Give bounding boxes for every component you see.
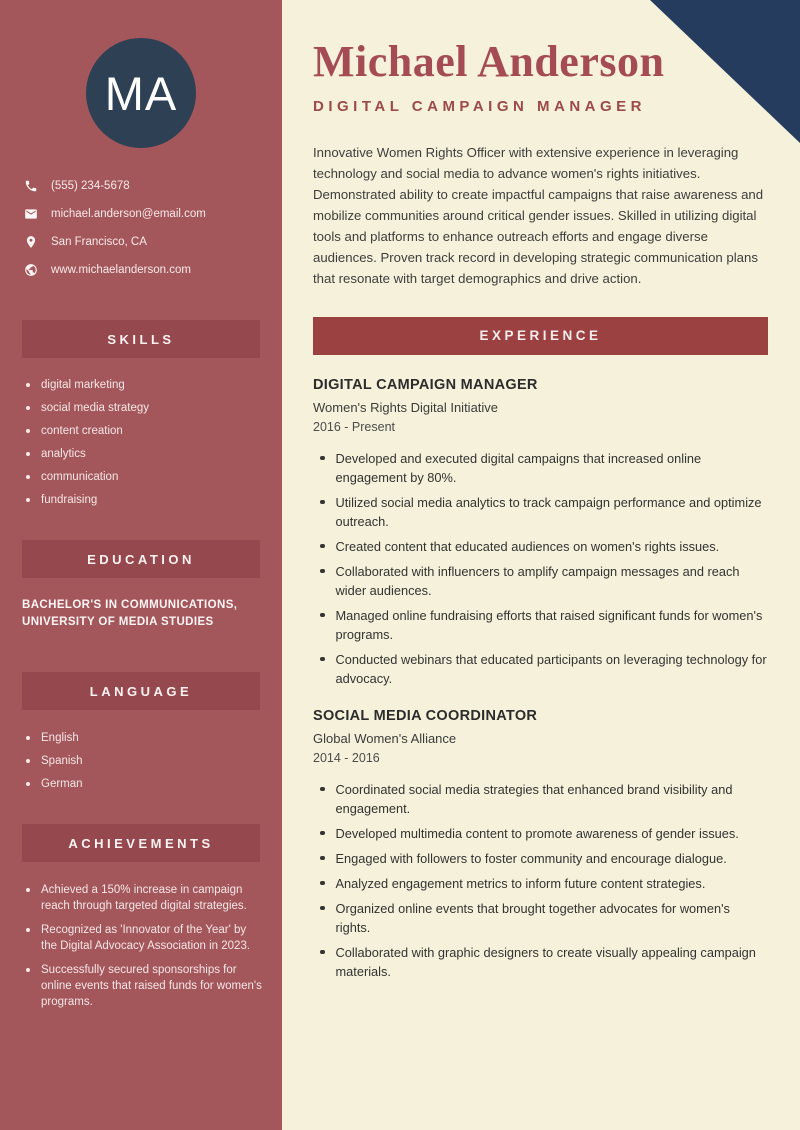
job-bullet (320, 449, 768, 487)
job-bullet-text: Organized online events that brought together advocates for women's rights. (335, 900, 730, 935)
experience-entry-1 (313, 377, 768, 688)
job-bullet-text: Conducted webinars that educated participants on leveraging technology for advocacy. (335, 651, 767, 686)
contact-website: www.michaelanderson.com (51, 264, 191, 276)
contact-email: michael.anderson@email.com (51, 208, 206, 220)
language-header-label: LANGUAGE (89, 683, 193, 699)
achievements-header (22, 824, 260, 862)
achievements-header-label: ACHIEVEMENTS (68, 835, 214, 851)
achievement-text: Achieved a 150% increase in campaign reach through targeted digital strategies. (41, 884, 247, 912)
skills-header (22, 320, 260, 358)
job-bullet-text: Developed and executed digital campaigns that increased online engagement by 80%. (335, 450, 702, 485)
job-bullet-text: Coordinated social media strategies that enhanced brand visibility and engagement. (335, 781, 733, 816)
achievement-text: Successfully secured sponsorships for online events that raised funds for women's programs. (41, 964, 262, 1008)
job-dates: 2014 - 2016 (313, 750, 380, 765)
bullet-icon (320, 906, 325, 911)
contact-item-location (24, 234, 264, 250)
job-bullet-text: Collaborated with influencers to amplify campaign messages and reach wider audiences. (335, 563, 740, 598)
job-bullet-text: Created content that educated audiences on women's rights issues. (335, 538, 720, 554)
globe-icon (24, 263, 38, 277)
skill-item (26, 424, 262, 438)
skill-label: digital marketing (41, 379, 125, 391)
bullet-icon (26, 968, 30, 972)
language-label: German (41, 778, 83, 790)
location-icon (24, 235, 38, 249)
experience-entry-2 (313, 708, 768, 981)
phone-icon (24, 179, 38, 193)
education-section (0, 540, 282, 631)
skill-item (26, 447, 262, 461)
job-bullet-text: Analyzed engagement metrics to inform future content strategies. (335, 875, 706, 891)
job-bullet (320, 849, 768, 868)
bullet-icon (320, 456, 325, 461)
job-bullet-text: Managed online fundraising efforts that raised significant funds for women's programs. (335, 607, 763, 642)
achievement-item (26, 962, 264, 1010)
job-bullet-text: Engaged with followers to foster community and encourage dialogue. (335, 850, 727, 866)
education-header-label: EDUCATION (87, 551, 195, 567)
job-bullet (320, 650, 768, 688)
job-bullet (320, 493, 768, 531)
language-item (26, 777, 262, 791)
job-bullet (320, 562, 768, 600)
language-label: Spanish (41, 755, 83, 767)
contact-item-phone (24, 178, 264, 194)
skill-label: fundraising (41, 494, 98, 506)
bullet-icon (320, 569, 325, 574)
bullet-icon (320, 856, 325, 861)
skill-item (26, 401, 262, 415)
language-header (22, 672, 260, 710)
achievement-text: Recognized as 'Innovator of the Year' by the Digital Advocacy Association in 2023. (41, 924, 251, 952)
contact-list (0, 178, 282, 278)
skill-label: analytics (41, 448, 86, 460)
job-bullet-text: Utilized social media analytics to track campaign performance and optimize outreach. (335, 494, 762, 529)
bullet-icon (320, 613, 325, 618)
job-company: Global Women's Alliance (313, 730, 457, 746)
bullet-icon (26, 759, 30, 763)
job-company: Women's Rights Digital Initiative (313, 399, 499, 415)
job-bullet (320, 780, 768, 818)
skills-header-label: SKILLS (107, 331, 175, 347)
bullet-icon (26, 406, 30, 410)
avatar-initials: MA (104, 66, 178, 120)
language-label: English (41, 732, 79, 744)
skill-label: content creation (41, 425, 123, 437)
job-bullet-list (313, 780, 768, 981)
skill-item (26, 493, 262, 507)
bullet-icon (26, 782, 30, 786)
job-title: DIGITAL CAMPAIGN MANAGER (313, 376, 538, 393)
language-list (26, 731, 262, 791)
contact-phone: (555) 234-5678 (51, 180, 130, 192)
job-bullet-text: Collaborated with graphic designers to create visually appealing campaign materials. (335, 944, 756, 979)
bullet-icon (26, 498, 30, 502)
job-bullet (320, 943, 768, 981)
job-bullet (320, 824, 768, 843)
main-content (282, 0, 800, 1130)
email-icon (24, 207, 38, 221)
experience-banner-label: EXPERIENCE (479, 328, 602, 344)
job-dates: 2016 - Present (313, 419, 395, 434)
bullet-icon (26, 452, 30, 456)
bullet-icon (26, 383, 30, 387)
bullet-icon (26, 736, 30, 740)
job-title-subheading: DIGITAL CAMPAIGN MANAGER (313, 97, 646, 115)
experience-section-banner (313, 317, 768, 355)
achievement-item (26, 922, 264, 954)
achievement-item (26, 882, 264, 914)
bullet-icon (26, 429, 30, 433)
job-bullet-text: Developed multimedia content to promote awareness of gender issues. (335, 825, 739, 841)
bullet-icon (320, 787, 325, 792)
job-bullet (320, 606, 768, 644)
language-item (26, 754, 262, 768)
contact-item-email (24, 206, 264, 222)
education-text: BACHELOR'S IN COMMUNICATIONS, UNIVERSITY OF MEDIA STUDIES (22, 599, 238, 628)
achievements-section (0, 824, 282, 1010)
bullet-icon (320, 657, 325, 662)
job-bullet-list (313, 449, 768, 688)
contact-item-website (24, 262, 264, 278)
bullet-icon (320, 544, 325, 549)
bullet-icon (320, 950, 325, 955)
job-bullet (320, 874, 768, 893)
language-item (26, 731, 262, 745)
skill-item (26, 378, 262, 392)
bullet-icon (26, 888, 30, 892)
bullet-icon (26, 475, 30, 479)
bullet-icon (320, 831, 325, 836)
job-bullet (320, 537, 768, 556)
language-section (0, 672, 282, 791)
sidebar (0, 0, 282, 1130)
bullet-icon (320, 500, 325, 505)
skill-item (26, 470, 262, 484)
avatar (86, 38, 196, 148)
skills-list (26, 378, 262, 507)
job-bullet (320, 899, 768, 937)
education-header (22, 540, 260, 578)
achievements-list (26, 882, 264, 1010)
page-title: Michael Anderson (313, 37, 665, 86)
profile-summary: Innovative Women Rights Officer with extensive experience in leveraging technology and social media to advance women's rights initiatives. Demonstrated ability to create impactful campaigns that raise awareness and mobilize communities around critical gender issues. Skilled in utilizing digital tools and platforms to enhance outreach efforts and engage diverse audiences. Proven track record in developing strategic communication plans that resonate with target demographics and drive action. (313, 144, 764, 286)
job-title: SOCIAL MEDIA COORDINATOR (313, 707, 538, 724)
bullet-icon (26, 928, 30, 932)
skill-label: social media strategy (41, 402, 150, 414)
skill-label: communication (41, 471, 119, 483)
skills-section (0, 320, 282, 507)
contact-location: San Francisco, CA (51, 236, 147, 248)
bullet-icon (320, 881, 325, 886)
